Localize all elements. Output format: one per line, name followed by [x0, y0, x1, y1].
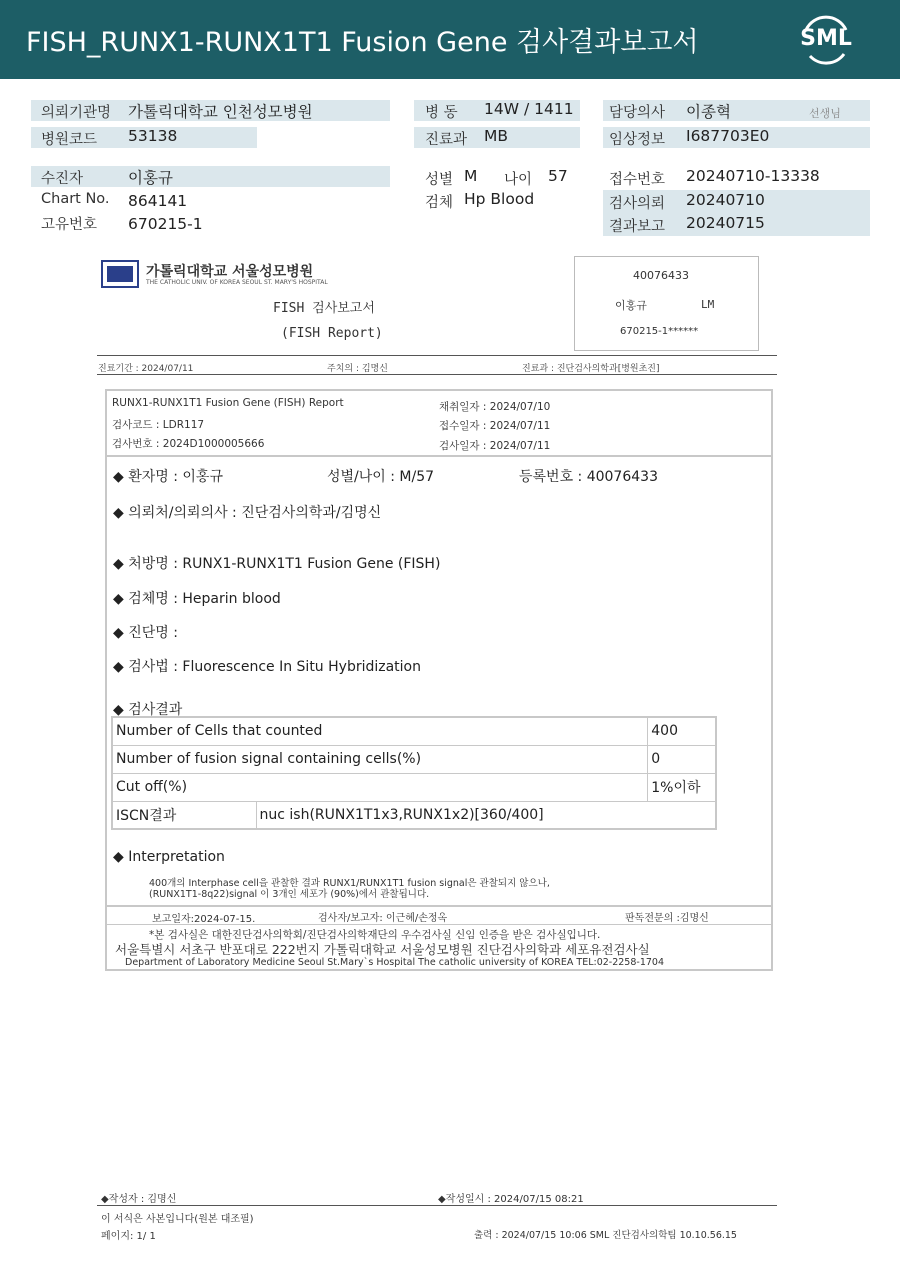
institution-label: 의뢰기관명: [41, 105, 112, 121]
receipt-label: 접수번호: [609, 172, 666, 188]
dept-value: MB: [484, 127, 509, 145]
result-value-cell: 0: [648, 745, 716, 773]
reader: 판독전문의 :김명신: [625, 913, 709, 924]
ward-label: 병 동: [425, 105, 458, 121]
prescription: ◆ 처방명 : RUNX1-RUNX1T1 Fusion Gene (FISH): [113, 556, 441, 572]
result-label-cell: Number of Cells that counted: [112, 717, 648, 745]
meta-doctor: 주치의 : 김명신: [327, 364, 388, 374]
iscn-label-cell: ISCN결과: [112, 801, 256, 829]
patient-label: 수진자: [41, 171, 84, 187]
doctor-label: 담당의사: [609, 105, 666, 121]
request-label: 검사의뢰: [609, 196, 666, 212]
footer-divider-2: [107, 924, 771, 925]
age-value: 57: [548, 167, 568, 185]
meta-dept: 진료과 : 진단검사의학과[병원초진]: [522, 364, 660, 374]
result-label-cell: Number of fusion signal containing cells(%): [112, 745, 648, 773]
specimen-label: 검체: [425, 195, 454, 211]
footer-divider: [107, 905, 771, 907]
patient-name: ◆ 환자명 : 이홍규: [113, 469, 223, 485]
results-table: [111, 716, 717, 830]
meta-period: 진료기간 : 2024/07/11: [98, 364, 194, 374]
bottom-divider: [97, 1205, 777, 1206]
table-row: [112, 745, 716, 773]
certification-line: *본 검사실은 대한진단검사의학회/진단검사의학재단의 우수검사실 신임 인증을 받은 검사실입니다.: [149, 929, 601, 941]
request-value: 20240710: [686, 191, 765, 209]
box-test-date: 검사일자 : 2024/07/11: [439, 440, 551, 452]
result-value: 20240715: [686, 214, 765, 232]
doctor-value: 이종혁: [686, 103, 731, 121]
box-test-name: RUNX1-RUNX1T1 Fusion Gene (FISH) Report: [112, 397, 344, 409]
box-number: 검사번호 : 2024D1000005666: [112, 438, 265, 450]
id-number: 40076433: [633, 269, 689, 282]
patient-reg: 등록번호 : 40076433: [519, 469, 658, 485]
chart-value: 864141: [128, 192, 188, 210]
clinical-value: I687703E0: [686, 127, 770, 145]
interpretation-heading: ◆ Interpretation: [113, 849, 225, 865]
receipt-value: 20240710-13338: [686, 167, 820, 185]
result-label: 결과보고: [609, 219, 666, 235]
written-at: ◆작성일시 : 2024/07/15 08:21: [438, 1194, 584, 1205]
hospital-logo-icon: [101, 260, 139, 288]
hospital-subtitle: THE CATHOLIC UNIV. OF KOREA SEOUL ST. MARY'S HOSPITAL: [146, 279, 328, 286]
hospital-code-label: 병원코드: [41, 132, 98, 148]
sex-label: 성별: [425, 172, 454, 188]
sex-value: M: [464, 167, 478, 185]
result-value-cell: 1%이하: [648, 773, 716, 801]
doctor-suffix: 선생님: [809, 107, 841, 120]
interpretation-line-2: (RUNX1T1-8q22)signal 이 3개인 세포가 (90%)에서 관찰됩니다.: [149, 889, 430, 900]
page-number: 페이지: 1/ 1: [101, 1231, 156, 1242]
patient-shade: [31, 166, 390, 187]
result-label-cell: Cut off(%): [112, 773, 648, 801]
chart-label: Chart No.: [41, 191, 110, 207]
specimen: ◆ 검체명 : Heparin blood: [113, 591, 281, 607]
box-code: 검사코드 : LDR117: [112, 419, 205, 431]
id-ward: LM: [701, 298, 715, 311]
table-row: [112, 717, 716, 745]
id-rrn: 670215-1******: [620, 326, 699, 337]
copy-note: 이 서식은 사본입니다(원본 대조필): [101, 1214, 254, 1225]
output-info: 출력 : 2024/07/15 10:06 SML 진단검사의학팀 10.10.56.15: [474, 1230, 737, 1241]
divider-mid: [97, 374, 777, 375]
iscn-value-cell: nuc ish(RUNX1T1x3,RUNX1x2)[360/400]: [256, 801, 716, 829]
box-divider: [107, 455, 771, 457]
clinical-label: 임상정보: [609, 132, 666, 148]
address-line: 서울특별시 서초구 반포대로 222번지 가톨릭대학교 서울성모병원 진단검사의학과 세포유전검사실: [115, 942, 650, 957]
fish-report-title: FISH 검사보고서: [273, 301, 375, 316]
method: ◆ 검사법 : Fluorescence In Situ Hybridization: [113, 659, 421, 675]
ward-value: 14W / 1411: [484, 100, 574, 118]
reporter: 검사자/보고자: 이근혜/손정옥: [318, 913, 448, 924]
table-row: [112, 773, 716, 801]
uid-value: 670215-1: [128, 215, 203, 233]
results-heading: ◆ 검사결과: [113, 702, 183, 718]
box-receive: 접수일자 : 2024/07/11: [439, 420, 551, 432]
writer: ◆작성자 : 김명신: [101, 1194, 177, 1205]
report-title: FISH_RUNX1-RUNX1T1 Fusion Gene 검사결과보고서: [26, 27, 699, 58]
interpretation-line-1: 400개의 Interphase cell을 관찰한 결과 RUNX1/RUNX1T1 fusion signal은 관찰되지 않으나,: [149, 878, 550, 889]
divider-top: [97, 355, 777, 356]
diagnosis: ◆ 진단명 :: [113, 625, 178, 641]
logo-text: SML: [800, 26, 852, 51]
report-date: 보고일자:2024-07-15.: [152, 914, 256, 925]
dept-label: 진료과: [425, 132, 468, 148]
patient-value: 이홍규: [128, 169, 173, 187]
institution-value: 가톨릭대학교 인천성모병원: [128, 103, 313, 121]
sml-logo: [796, 12, 856, 68]
result-value-cell: 400: [648, 717, 716, 745]
hospital-code-value: 53138: [128, 127, 178, 145]
fish-report-title-en: (FISH Report): [281, 326, 383, 341]
table-row: [112, 801, 716, 829]
referrer: ◆ 의뢰처/의뢰의사 : 진단검사의학과/김명신: [113, 505, 382, 521]
hospital-name: 가톨릭대학교 서울성모병원: [146, 264, 314, 280]
header-bar: [0, 0, 900, 79]
department-line: Department of Laboratory Medicine Seoul St.Mary`s Hospital The catholic university of KOREA TEL:02-2258-1704: [125, 957, 665, 968]
uid-label: 고유번호: [41, 217, 98, 233]
patient-sexage: 성별/나이 : M/57: [327, 469, 435, 485]
age-label: 나이: [504, 172, 533, 188]
box-collect: 채취일자 : 2024/07/10: [439, 401, 551, 413]
id-name: 이홍규: [615, 299, 647, 312]
specimen-value: Hp Blood: [464, 190, 535, 208]
